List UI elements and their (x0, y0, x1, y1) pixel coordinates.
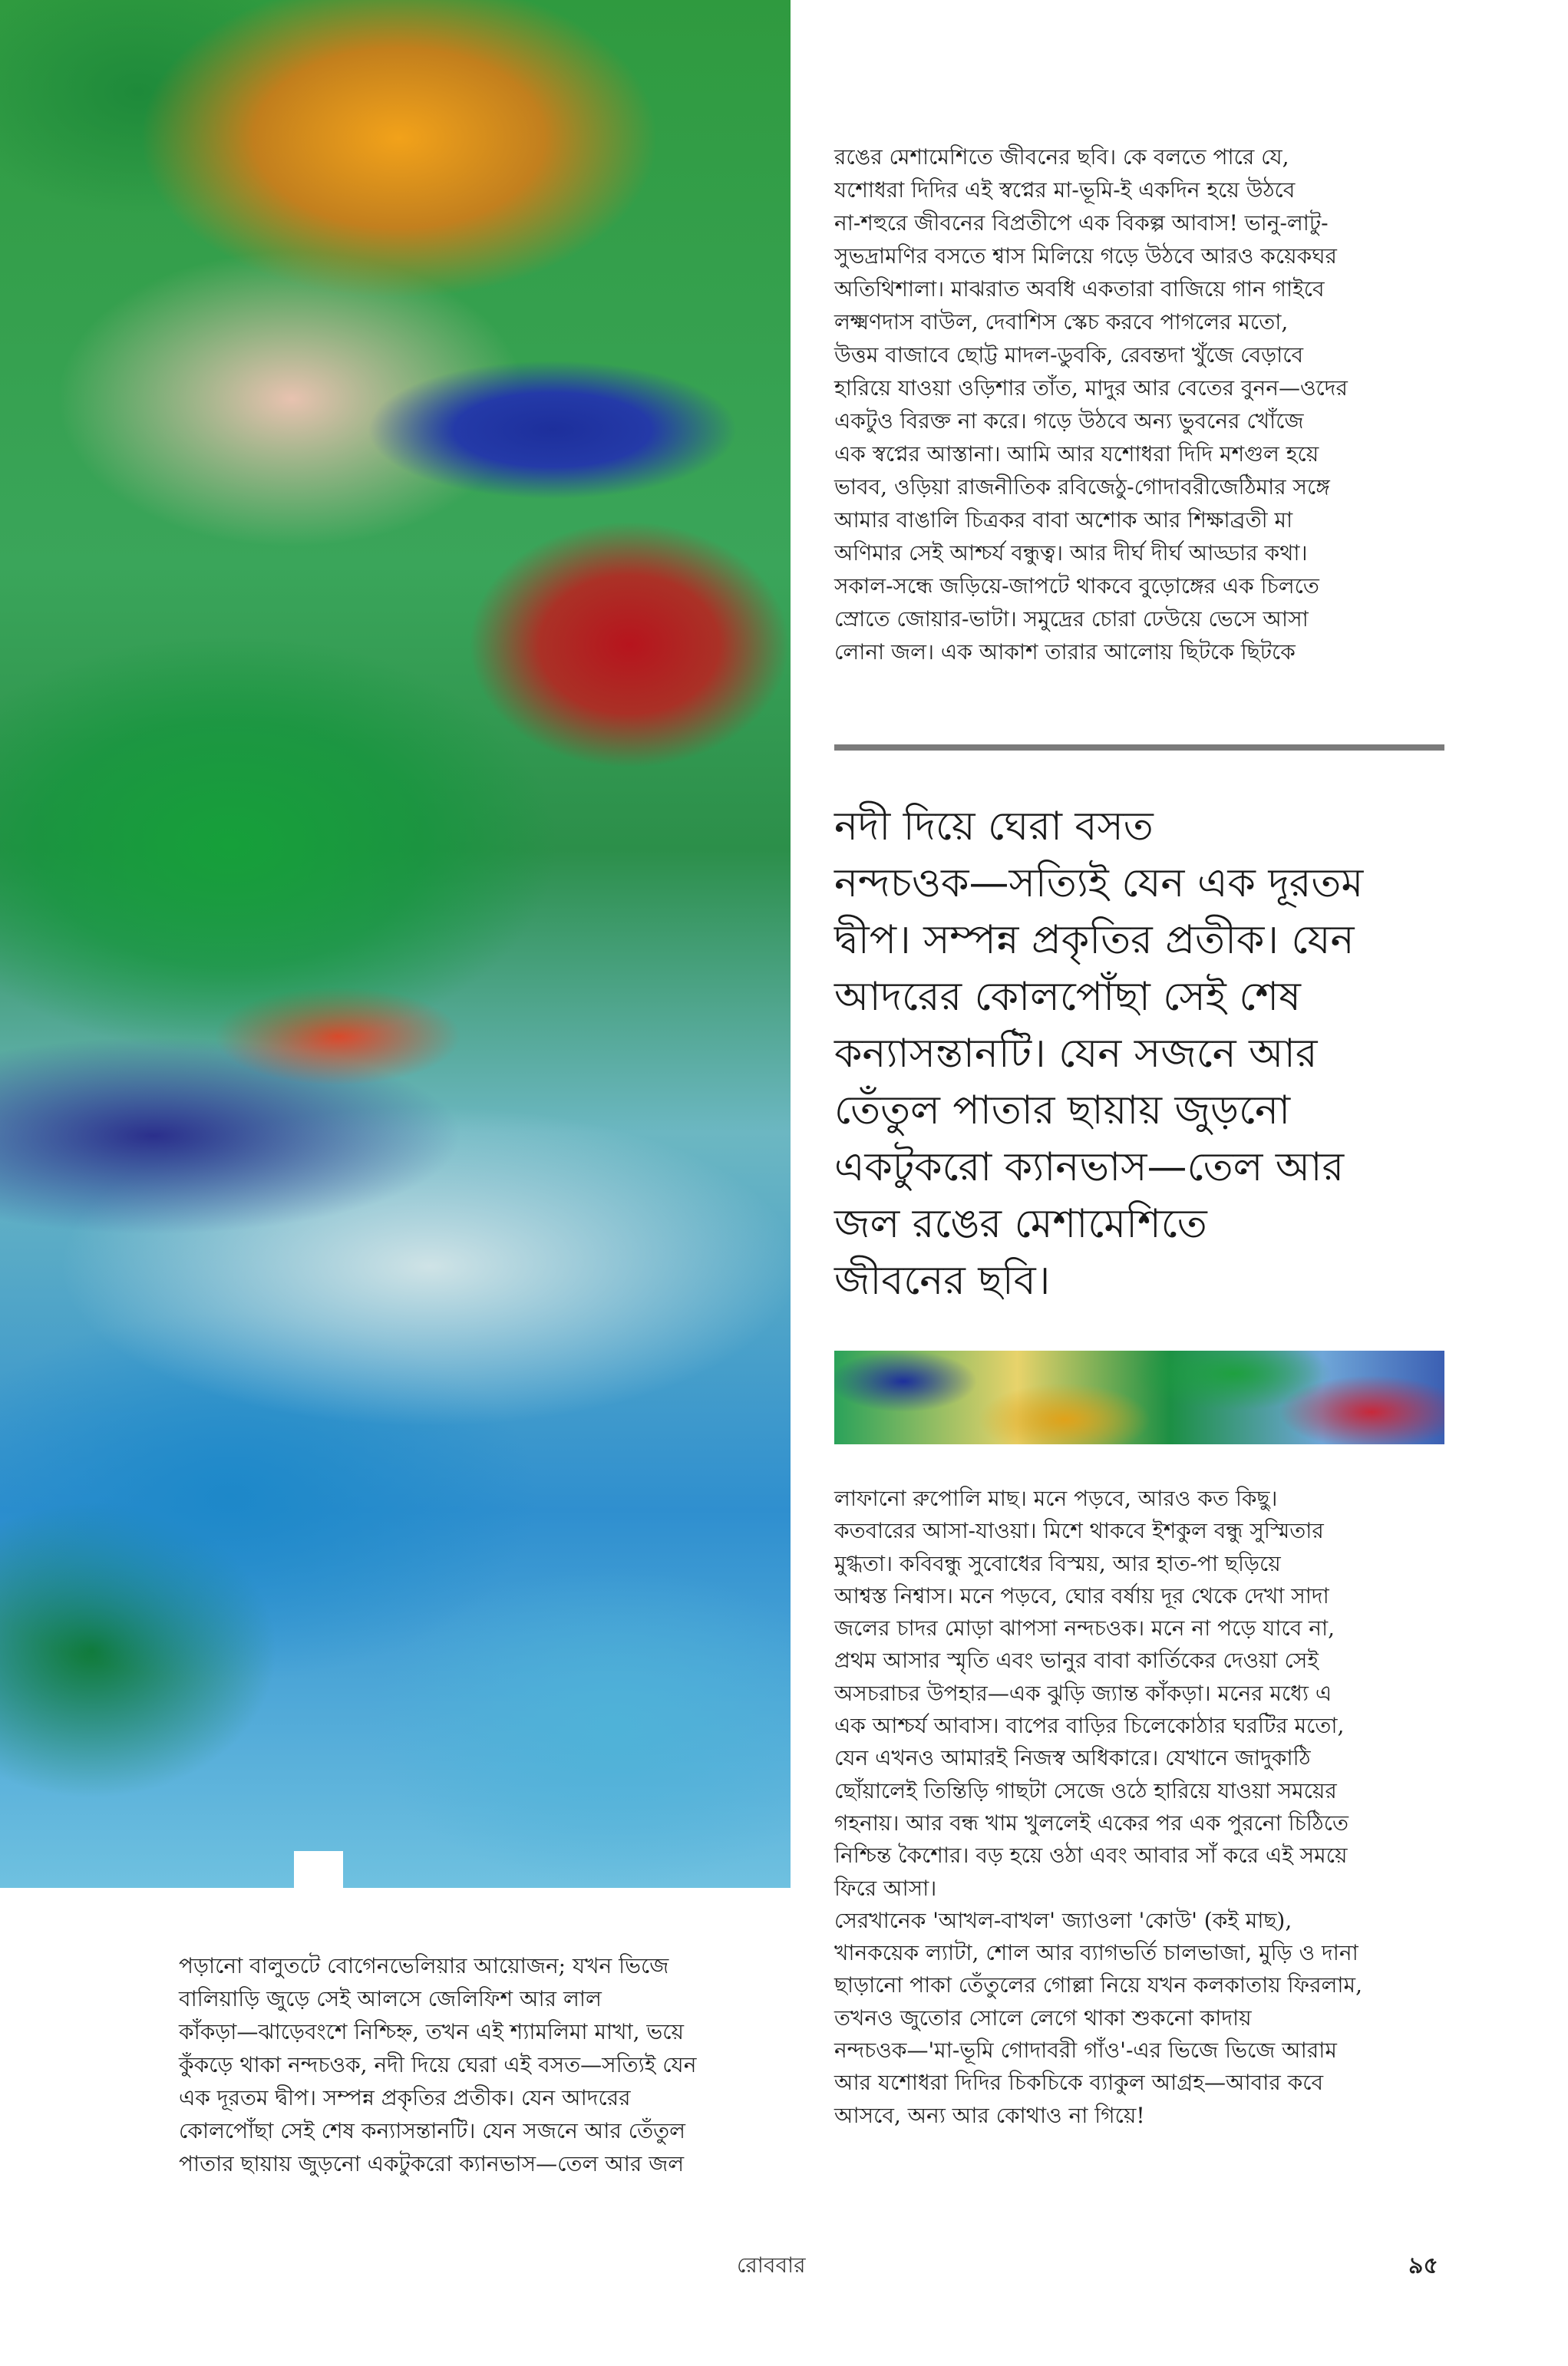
text-line: পড়ানো বালুতটে বোগেনভেলিয়ার আয়োজন; যখন ভিজে (179, 1953, 669, 1978)
text-line: বালিয়াড়ি জুড়ে সেই আলসে জেলিফিশ আর লাল (179, 1986, 602, 2011)
text-line: ছাড়ানো পাকা তেঁতুলের গোল্লা নিয়ে যখন কলকাতায় ফিরলাম, (834, 1972, 1362, 1998)
text-line: ভাবব, ওড়িয়া রাজনীতিক রবিজেঠু-গোদাবরীজেঠিমার সঙ্গে (834, 474, 1330, 500)
text-line: নদী দিয়ে ঘেরা বসত (834, 804, 1154, 850)
text-line: পাতার ছায়ায় জুড়নো একটুকরো ক্যানভাস—তেল আর জল (179, 2151, 685, 2176)
text-line: যেন এখনও আমারই নিজস্ব অধিকারে। যেখানে জাদুকাঠি (834, 1745, 1311, 1771)
text-line: আর যশোধরা দিদির চিকচিকে ব্যাকুল আগ্রহ—আবার কবে (834, 2070, 1324, 2096)
text-line: সকাল-সন্ধে জড়িয়ে-জাপটে থাকবে বুড়োঙ্গের এক চিলতে (834, 573, 1319, 599)
text-line: কুঁকড়ে থাকা নন্দচওক, নদী দিয়ে ঘেরা এই বসত—সত্যিই যেন (179, 2052, 697, 2077)
text-line: লক্ষ্মণদাস বাউল, দেবাশিস স্কেচ করবে পাগলের মতো, (834, 309, 1289, 335)
text-line: আসবে, অন্য আর কোথাও না গিয়ে! (834, 2102, 1145, 2128)
text-line: ছোঁয়ালেই তিন্তিড়ি গাছটা সেজে ওঠে হারিয়ে যাওয়া সময়ের (834, 1777, 1337, 1803)
text-line: দ্বীপ। সম্পন্ন প্রকৃতির প্রতীক। যেন (834, 917, 1355, 963)
main-painting-image (0, 0, 791, 1888)
text-line: এক স্বপ্নের আস্তানা। আমি আর যশোধরা দিদি মশগুল হয়ে (834, 441, 1319, 467)
text-line: আশ্বস্ত নিশ্বাস। মনে পড়বে, ঘোর বর্ষায় দূর থেকে দেখা সাদা (834, 1582, 1329, 1609)
footer-magazine-name: রোববার (737, 2252, 806, 2278)
text-line: অণিমার সেই আশ্চর্য বন্ধুত্ব। আর দীর্ঘ দীর্ঘ আড্ডার কথা। (834, 540, 1308, 566)
text-line: জল রঙের মেশামেশিতে (834, 1201, 1207, 1247)
text-line: যশোধরা দিদির এই স্বপ্নের মা-ভূমি-ই একদিন হয়ে উঠবে (834, 177, 1296, 203)
text-line: আদরের কোলপোঁছা সেই শেষ (834, 974, 1301, 1020)
text-line: এক আশ্চর্য আবাস। বাপের বাড়ির চিলেকোঠার ঘরটির মতো, (834, 1713, 1345, 1739)
text-line: সুভদ্রামণির বসতে শ্বাস মিলিয়ে গড়ে উঠবে আরও কয়েকঘর (834, 243, 1337, 269)
text-line: লাফানো রুপোলি মাছ। মনে পড়বে, আরও কত কিছু। (834, 1486, 1278, 1511)
top-right-column (834, 140, 1348, 668)
text-line: অতিথিশালা। মাঝরাত অবধি একতারা বাজিয়ে গান গাইবে (834, 276, 1325, 302)
footer-page-number: ৯৫ (1408, 2252, 1438, 2279)
text-line: জলের চাদর মোড়া ঝাপসা নন্দচওক। মনে না পড়ে যাবে না, (834, 1615, 1335, 1642)
text-line: তখনও জুতোর সোলে লেগে থাকা শুকনো কাদায় (834, 2005, 1252, 2031)
text-line: খানকয়েক ল্যাটা, শোল আর ব্যাগভর্তি চালভাজা, মুড়ি ও দানা (834, 1940, 1358, 1966)
text-line: আমার বাঙালি চিত্রকর বাবা অশোক আর শিক্ষাব্রতী মা (834, 507, 1293, 533)
text-line: গহনায়। আর বন্ধ খাম খুললেই একের পর এক পুরনো চিঠিতে (834, 1810, 1348, 1836)
bottom-right-column (834, 1483, 1362, 2132)
section-divider (834, 744, 1444, 751)
text-line: জীবনের ছবি। (834, 1258, 1051, 1304)
text-line: নন্দচওক—'মা-ভূমি গোদাবরী গাঁও'-এর ভিজে ভিজে আরাম (834, 2038, 1337, 2064)
text-line: নিশ্চিন্ত কৈশোর। বড় হয়ে ওঠা এবং আবার সাঁ করে এই সময়ে (834, 1843, 1348, 1869)
text-line: রঙের মেশামেশিতে জীবনের ছবি। কে বলতে পারে যে, (834, 144, 1289, 170)
text-line: এক দূরতম দ্বীপ। সম্পন্ন প্রকৃতির প্রতীক। যেন আদরের (179, 2085, 631, 2110)
text-line: মুগ্ধতা। কবিবন্ধু সুবোধের বিস্ময়, আর হাত-পা ছড়িয়ে (834, 1550, 1281, 1576)
text-line: কাঁকড়া—ঝাড়েবংশে নিশ্চিহ্ন, তখন এই শ্যামলিমা মাখা, ভয়ে (179, 2019, 685, 2044)
text-line: স্রোতে জোয়ার-ভাটা। সমুদ্রের চোরা ঢেউয়ে ভেসে আসা (834, 606, 1309, 632)
text-line: লোনা জল। এক আকাশ তারার আলোয় ছিটকে ছিটকে (834, 639, 1296, 665)
text-line: কন্যাসন্তানটি। যেন সজনে আর (834, 1031, 1318, 1077)
text-line: সেরখানেক 'আখল-বাখল' জ্যাওলা 'কোউ' (কই মাছ), (834, 1907, 1292, 1933)
text-line: ফিরে আসা। (834, 1875, 937, 1901)
text-line: অসচরাচর উপহার—এক ঝুড়ি জ্যান্ত কাঁকড়া। মনের মধ্যে এ (834, 1680, 1332, 1706)
text-line: একটুও বিরক্ত না করে। গড়ে উঠবে অন্য ভুবনের খোঁজে (834, 408, 1304, 434)
text-line: উত্তম বাজাবে ছোট্ট মাদল-ডুবকি, রেবন্তদা খুঁজে বেড়াবে (834, 342, 1304, 368)
strip-painting-image (834, 1351, 1444, 1444)
text-line: কতবারের আসা-যাওয়া। মিশে থাকবে ইশকুল বন্ধু সুস্মিতার (834, 1518, 1324, 1544)
text-line: একটুকরো ক্যানভাস—তেল আর (834, 1144, 1345, 1190)
text-line: কোলপোঁছা সেই শেষ কন্যাসন্তানটি। যেন সজনে আর তেঁতুল (179, 2118, 685, 2143)
text-line: না-শহুরে জীবনের বিপ্রতীপে এক বিকল্প আবাস! ভানু-লাটু- (834, 210, 1329, 236)
bottom-left-column (179, 1949, 696, 2180)
text-line: প্রথম আসার স্মৃতি এবং ভানুর বাবা কার্তিকের দেওয়া সেই (834, 1648, 1319, 1674)
text-line: তেঁতুল পাতার ছায়ায় জুড়নো (834, 1087, 1291, 1134)
pull-quote (834, 798, 1363, 1309)
text-line: হারিয়ে যাওয়া ওড়িশার তাঁত, মাদুর আর বেতের বুনন—ওদের (834, 375, 1348, 401)
text-line: নন্দচওক—সত্যিই যেন এক দূরতম (834, 860, 1364, 906)
painting-notch (294, 1851, 343, 1888)
